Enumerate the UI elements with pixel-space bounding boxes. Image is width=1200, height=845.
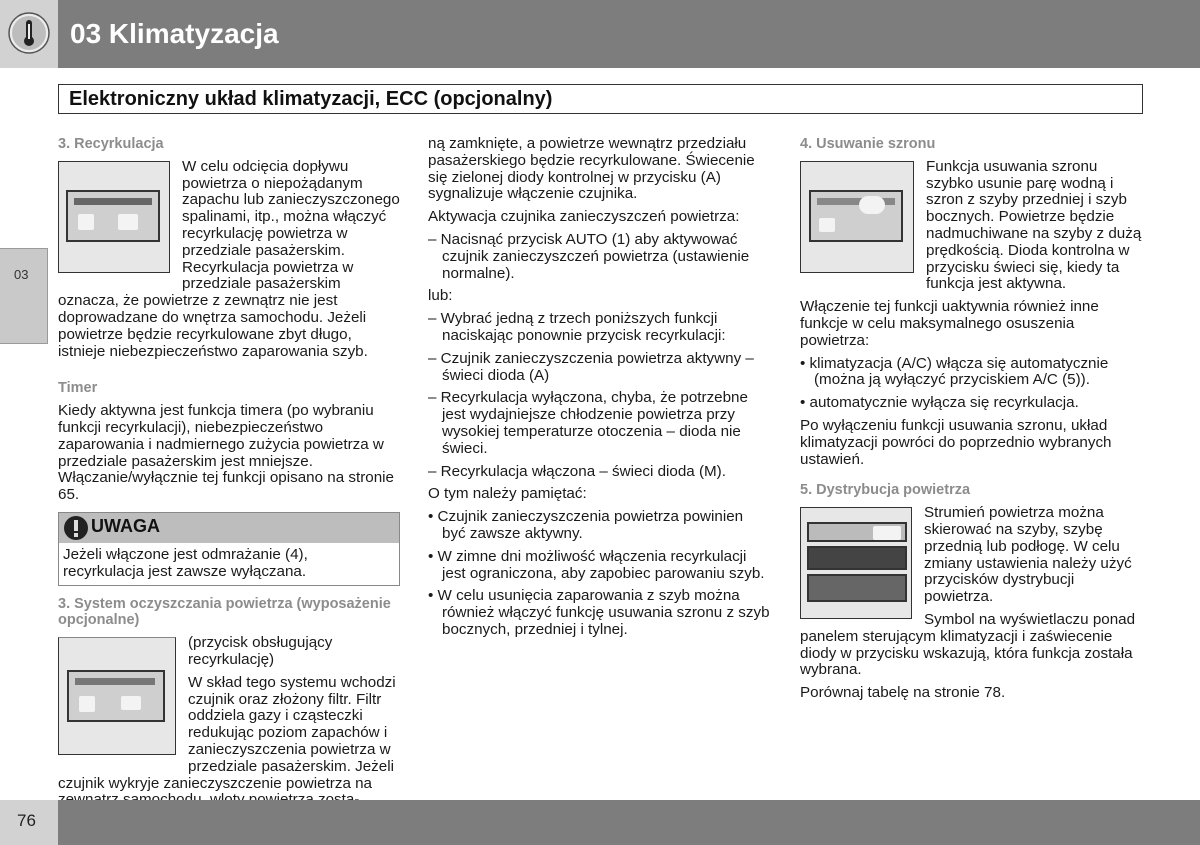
thermometer-icon bbox=[8, 12, 50, 54]
bullet-item: • W celu usunięcia zaparowania z szyb można również włączyć funkcję usuwania szronu z szyb bocznych, przedniej i tylnej. bbox=[428, 587, 770, 638]
warning-text: Jeżeli włączone jest odmrażanie (4), recyrkulacja jest zawsze wyłączana. bbox=[59, 543, 399, 585]
timer-text: Kiedy aktywna jest funkcja timera (po wybraniu funkcji recyrkulacji), niebezpieczeństwo zaparowania i nadmiernego zużycia powietrza w przedziale pasażerskim jest mniejsze. Włączanie/wyłącznie tej funkcji opisano na stronie 65. bbox=[58, 402, 394, 504]
header-icon-box bbox=[0, 0, 58, 68]
column-1 bbox=[58, 136, 400, 815]
or-text: lub: bbox=[428, 287, 453, 305]
bullet-item: • Czujnik zanieczyszczenia powietrza powinien być zawsze aktywny. bbox=[428, 508, 744, 542]
air-quality-button-icon bbox=[58, 637, 176, 755]
timer-heading: Timer bbox=[58, 380, 98, 397]
bullet-item: • automatycznie wyłącza się recyrkulacja. bbox=[800, 394, 1079, 412]
warning-box bbox=[58, 512, 400, 586]
instruction-step: – Nacisnąć przycisk AUTO (1) aby aktywować czujnik zanieczyszczeń powietrza (ustawienie normalne). bbox=[428, 230, 750, 282]
activation-text: Aktywacja czujnika zanieczyszczeń powietrza: bbox=[428, 208, 740, 226]
remember-text: O tym należy pamiętać: bbox=[428, 485, 587, 503]
air-cleaning-text: W skład tego systemu wchodzi czujnik oraz złożony filtr. Filtr oddziela gazy i cząsteczki redukując poziom zapachów i zanieczyszczenia powietrza w przedziale pasażerskim. Jeżeli czujnik wykryje zanieczyszczenie powietrza na bbox=[58, 673, 396, 792]
bullet-item: • W zimne dni możliwość włączenia recyrkulacji jest ograniczona, aby zapobiec parowaniu szyb. bbox=[428, 547, 765, 582]
chapter-title: 03 Klimatyzacja bbox=[70, 18, 279, 49]
page-number: 76 bbox=[17, 811, 36, 830]
defrost-heading: 4. Usuwanie szronu bbox=[800, 136, 936, 152]
warning-exclamation-icon bbox=[63, 515, 89, 541]
recirculation-heading: 3. Recyrkulacja bbox=[58, 136, 164, 152]
instruction-step: – Wybrać jedną z trzech poniższych funkcji naciskając ponownie przycisk recyrkulacji: bbox=[428, 310, 726, 344]
warning-header bbox=[59, 513, 399, 543]
column-2 bbox=[428, 136, 770, 645]
instruction-step: – Czujnik zanieczyszczenia powietrza aktywny – świeci dioda (A) bbox=[428, 349, 754, 384]
warning-label: UWAGA bbox=[91, 515, 160, 536]
defrost-text-3: Po wyłączeniu funkcji usuwania szronu, układ klimatyzacji powróci do poprzednio wybranych ustawień. bbox=[800, 416, 1112, 468]
distribution-text-2: Symbol na wyświetlaczu ponad panelem sterującym klimatyzacji i zaświecenie diody w przycisku wskazują, która funkcja została wybrana. bbox=[800, 610, 1136, 679]
footer-bar bbox=[58, 800, 1200, 845]
recirculation-text: W celu odcięcia dopływu powietrza o niepożądanym zapachu lub zanieczyszczonego spalinami, itp., można włączyć recyrkulację powietrza w przedziale pasażerskim. Recyrkulacja powietrza w przedziale pasażerskim oznacza, że powietrze z zewnątrz nie jest doprowadzane do wnętrza samochodu. Jeżeli powietrze będzie recyrkulowane zbyt długo, istnieje niebezpieczeństwo zaparowania szyb. bbox=[58, 157, 400, 360]
air-cleaning-note: (przycisk obsługujący recyrkulację) bbox=[188, 634, 333, 668]
defrost-button-icon bbox=[800, 161, 914, 273]
chapter-side-tab bbox=[0, 248, 48, 344]
continued-text: ną zamknięte, a powietrze wewnątrz przedziału pasażerskiego będzie recyrkulowane. Świecenie się zielonej diody kontrolnej w przycisku (A) sygnalizuje włączenie czujnika. bbox=[428, 135, 755, 203]
air-cleaning-heading: 3. System oczyszczania powietrza (wyposażenie opcjonalne) bbox=[58, 595, 391, 629]
distribution-text: Strumień powietrza można skierować na szyby, szybę przednią lub podłogę. W celu zmiany ustawienia należy użyć przycisków dystrybucji powietrza. bbox=[924, 504, 1132, 606]
distribution-text-3: Porównaj tabelę na stronie 78. bbox=[800, 684, 1006, 702]
instruction-step: – Recyrkulacja włączona – świeci dioda (M). bbox=[428, 462, 726, 480]
air-distribution-buttons-icon bbox=[800, 507, 912, 619]
column-3 bbox=[800, 136, 1142, 708]
recirculation-button-icon bbox=[58, 161, 170, 273]
section-title: Elektroniczny układ klimatyzacji, ECC (opcjonalny) bbox=[58, 84, 1143, 114]
bullet-item: • klimatyzacja (A/C) włącza się automatycznie (można ją wyłączyć przyciskiem A/C (5)). bbox=[800, 354, 1109, 389]
distribution-heading: 5. Dystrybucja powietrza bbox=[800, 482, 971, 499]
side-tab-label: 03 bbox=[14, 267, 29, 282]
defrost-text-2: Włączenie tej funkcji uaktywnia również inne funkcje w celu maksymalnego osuszenia powietrza: bbox=[800, 298, 1099, 349]
instruction-step: – Recyrkulacja wyłączona, chyba, że potrzebne jest wydajniejsze chłodzenie powietrza przy wysokiej temperaturze otoczenia – dioda nie świeci. bbox=[428, 389, 748, 457]
defrost-text: Funkcja usuwania szronu szybko usunie parę wodną i szron z szyby przedniej i szyb bocznych. Powietrze będzie nadmuchiwane na szyby z dużą prędkością. Dioda kontrolna w przycisku świeci się, kiedy ta funkcja jest aktywna. bbox=[926, 157, 1142, 293]
